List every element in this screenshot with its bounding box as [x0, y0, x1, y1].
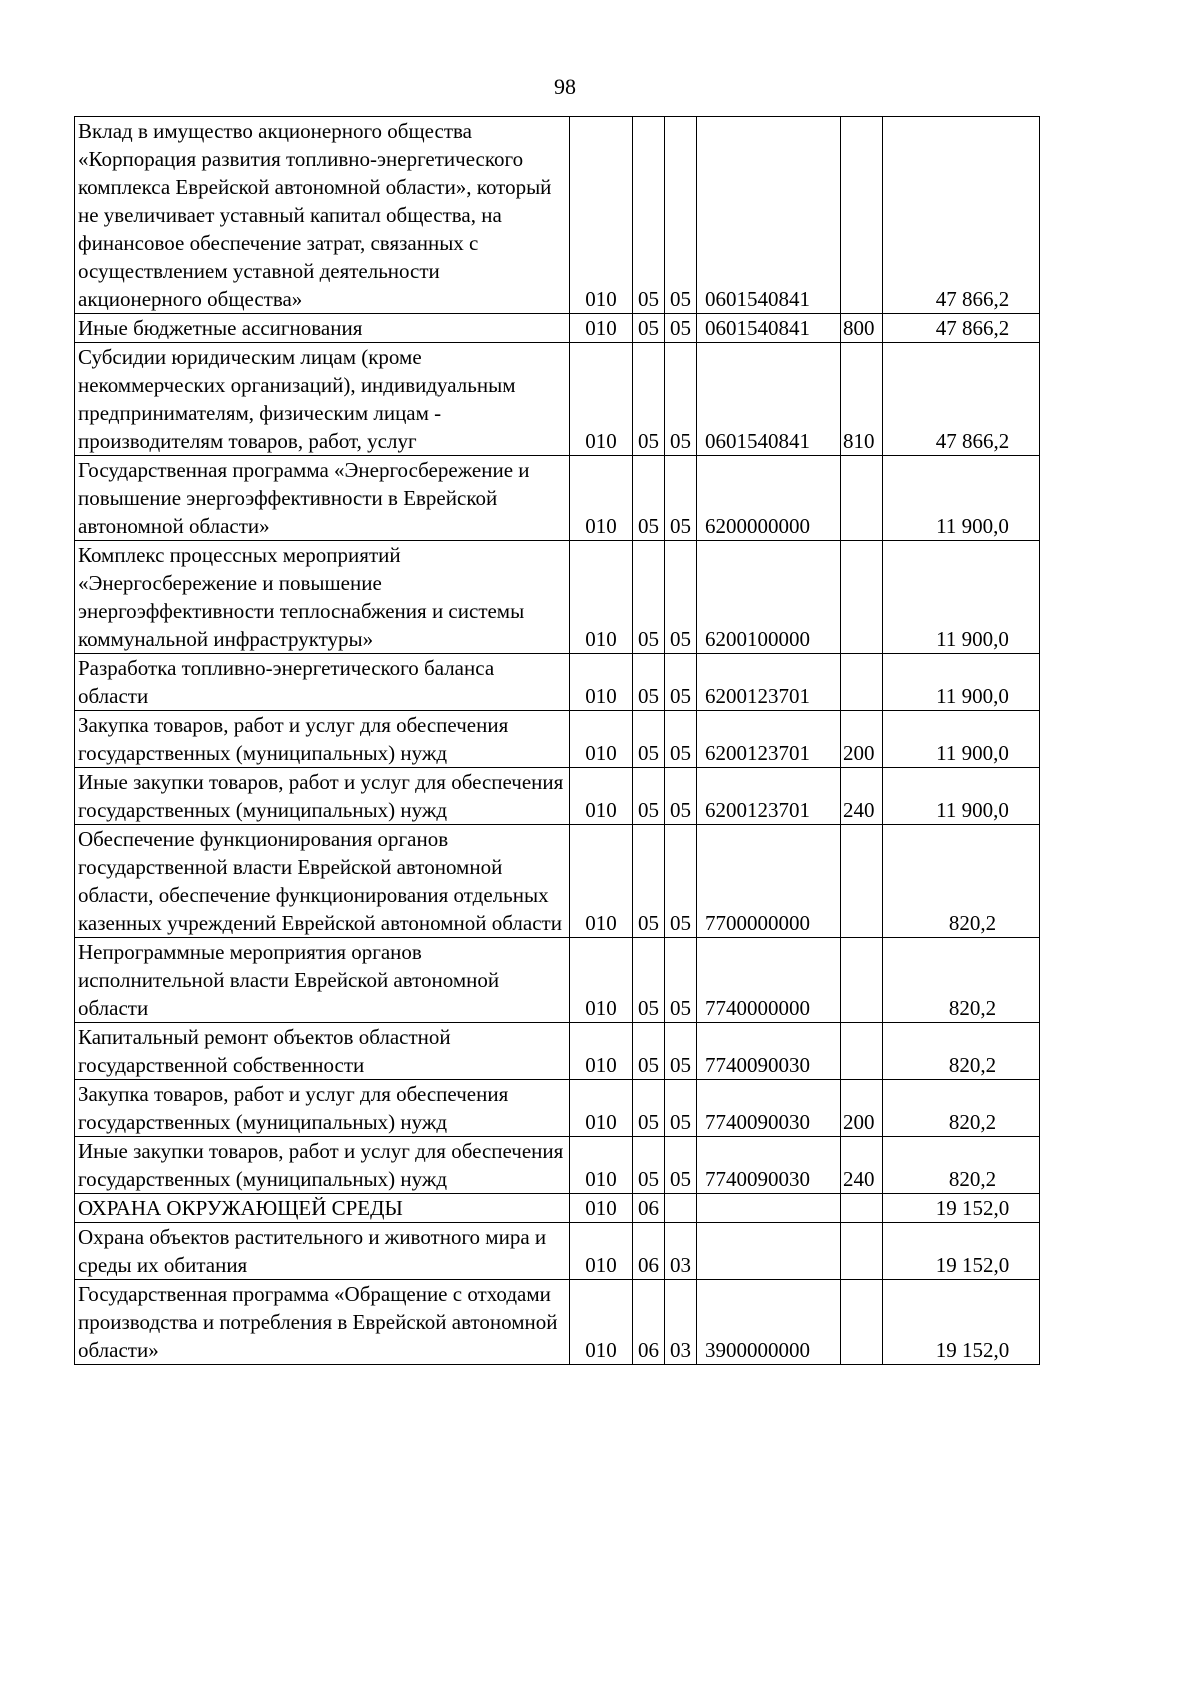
- table-row: [75, 654, 1040, 711]
- table-row: [75, 938, 1040, 1023]
- subsection-code: 03: [665, 1280, 697, 1365]
- row-name: Иные закупки товаров, работ и услуг для обеспечения государственных (муниципальных) нужд: [75, 768, 570, 825]
- grbs-code: 010: [570, 1080, 633, 1137]
- amount: 19 152,0: [883, 1223, 1040, 1280]
- row-name: Капитальный ремонт объектов областной государственной собственности: [75, 1023, 570, 1080]
- amount: 11 900,0: [883, 768, 1040, 825]
- subsection-code: 05: [665, 456, 697, 541]
- table-body: [75, 117, 1040, 1365]
- table-row: [75, 1137, 1040, 1194]
- grbs-code: 010: [570, 711, 633, 768]
- target-article-code: 0601540841: [697, 314, 841, 343]
- expense-type-code: [841, 825, 883, 938]
- target-article-code: 0601540841: [697, 117, 841, 314]
- subsection-code: 05: [665, 654, 697, 711]
- row-name: Комплекс процессных мероприятий «Энергосбережение и повышение энергоэффективности теплоснабжения и системы коммунальной инфраструктуры»: [75, 541, 570, 654]
- expense-type-code: 240: [841, 768, 883, 825]
- table-row: [75, 343, 1040, 456]
- row-name: Закупка товаров, работ и услуг для обеспечения государственных (муниципальных) нужд: [75, 711, 570, 768]
- row-name: Вклад в имущество акционерного общества «Корпорация развития топливно-энергетического комплекса Еврейской автономной области», который не увеличивает уставный капитал общества, на финансовое обеспечение затрат, связанных с осуществлением уставной деятельности акционерного общества»: [75, 117, 570, 314]
- section-code: 05: [633, 768, 665, 825]
- expense-type-code: 800: [841, 314, 883, 343]
- row-name: Государственная программа «Обращение с отходами производства и потребления в Еврейской автономной области»: [75, 1280, 570, 1365]
- expense-type-code: 810: [841, 343, 883, 456]
- section-code: 05: [633, 541, 665, 654]
- section-code: 05: [633, 117, 665, 314]
- amount: 11 900,0: [883, 456, 1040, 541]
- table-row: [75, 825, 1040, 938]
- expense-type-code: [841, 654, 883, 711]
- table-row: [75, 1080, 1040, 1137]
- subsection-code: 05: [665, 117, 697, 314]
- table-row: [75, 1280, 1040, 1365]
- grbs-code: 010: [570, 1223, 633, 1280]
- subsection-code: 05: [665, 938, 697, 1023]
- target-article-code: 7740090030: [697, 1137, 841, 1194]
- table-row: [75, 456, 1040, 541]
- table-row: [75, 117, 1040, 314]
- page-number: 98: [554, 74, 576, 99]
- grbs-code: 010: [570, 654, 633, 711]
- target-article-code: 7740000000: [697, 938, 841, 1023]
- target-article-code: [697, 1223, 841, 1280]
- section-code: 05: [633, 1137, 665, 1194]
- budget-table: [74, 116, 1040, 1365]
- target-article-code: 6200123701: [697, 768, 841, 825]
- expense-type-code: [841, 541, 883, 654]
- section-code: 06: [633, 1280, 665, 1365]
- amount: 47 866,2: [883, 117, 1040, 314]
- section-code: 05: [633, 314, 665, 343]
- amount: 820,2: [883, 825, 1040, 938]
- target-article-code: 6200123701: [697, 654, 841, 711]
- expense-type-code: [841, 117, 883, 314]
- amount: 47 866,2: [883, 343, 1040, 456]
- amount: 820,2: [883, 1023, 1040, 1080]
- row-name: Субсидии юридическим лицам (кроме некоммерческих организаций), индивидуальным предпринимателям, физическим лицам - производителям товаров, работ, услуг: [75, 343, 570, 456]
- amount: 820,2: [883, 1137, 1040, 1194]
- subsection-code: 05: [665, 768, 697, 825]
- grbs-code: 010: [570, 117, 633, 314]
- target-article-code: 0601540841: [697, 343, 841, 456]
- target-article-code: 7740090030: [697, 1080, 841, 1137]
- subsection-code: [665, 1194, 697, 1223]
- section-code: 05: [633, 1080, 665, 1137]
- table-row: [75, 314, 1040, 343]
- section-code: 05: [633, 343, 665, 456]
- expense-type-code: [841, 1223, 883, 1280]
- grbs-code: 010: [570, 456, 633, 541]
- amount: 820,2: [883, 938, 1040, 1023]
- subsection-code: 05: [665, 541, 697, 654]
- grbs-code: 010: [570, 768, 633, 825]
- row-name: Обеспечение функционирования органов государственной власти Еврейской автономной области, обеспечение функционирования отдельных казенных учреждений Еврейской автономной области: [75, 825, 570, 938]
- grbs-code: 010: [570, 541, 633, 654]
- subsection-code: 03: [665, 1223, 697, 1280]
- expense-type-code: 200: [841, 1080, 883, 1137]
- subsection-code: 05: [665, 825, 697, 938]
- table-row: [75, 711, 1040, 768]
- table-row: [75, 1223, 1040, 1280]
- expense-type-code: 200: [841, 711, 883, 768]
- target-article-code: [697, 1194, 841, 1223]
- row-name: Закупка товаров, работ и услуг для обеспечения государственных (муниципальных) нужд: [75, 1080, 570, 1137]
- target-article-code: 6200000000: [697, 456, 841, 541]
- amount: 47 866,2: [883, 314, 1040, 343]
- amount: 19 152,0: [883, 1194, 1040, 1223]
- subsection-code: 05: [665, 711, 697, 768]
- subsection-code: 05: [665, 314, 697, 343]
- row-name: Непрограммные мероприятия органов исполнительной власти Еврейской автономной области: [75, 938, 570, 1023]
- grbs-code: 010: [570, 1194, 633, 1223]
- amount: 11 900,0: [883, 541, 1040, 654]
- target-article-code: 7700000000: [697, 825, 841, 938]
- target-article-code: 3900000000: [697, 1280, 841, 1365]
- section-code: 05: [633, 654, 665, 711]
- amount: 11 900,0: [883, 654, 1040, 711]
- target-article-code: 6200123701: [697, 711, 841, 768]
- row-name: Иные бюджетные ассигнования: [75, 314, 570, 343]
- target-article-code: 6200100000: [697, 541, 841, 654]
- grbs-code: 010: [570, 314, 633, 343]
- amount: 19 152,0: [883, 1280, 1040, 1365]
- grbs-code: 010: [570, 825, 633, 938]
- row-name: Охрана объектов растительного и животного мира и среды их обитания: [75, 1223, 570, 1280]
- expense-type-code: 240: [841, 1137, 883, 1194]
- subsection-code: 05: [665, 343, 697, 456]
- row-name: ОХРАНА ОКРУЖАЮЩЕЙ СРЕДЫ: [75, 1194, 570, 1223]
- table-row: [75, 541, 1040, 654]
- table-row: [75, 1194, 1040, 1223]
- subsection-code: 05: [665, 1080, 697, 1137]
- subsection-code: 05: [665, 1023, 697, 1080]
- section-code: 05: [633, 456, 665, 541]
- grbs-code: 010: [570, 1023, 633, 1080]
- grbs-code: 010: [570, 1137, 633, 1194]
- table-row: [75, 1023, 1040, 1080]
- expense-type-code: [841, 456, 883, 541]
- row-name: Государственная программа «Энергосбережение и повышение энергоэффективности в Еврейской автономной области»: [75, 456, 570, 541]
- row-name: Разработка топливно-энергетического баланса области: [75, 654, 570, 711]
- row-name: Иные закупки товаров, работ и услуг для обеспечения государственных (муниципальных) нужд: [75, 1137, 570, 1194]
- expense-type-code: [841, 1194, 883, 1223]
- grbs-code: 010: [570, 343, 633, 456]
- section-code: 06: [633, 1223, 665, 1280]
- section-code: 05: [633, 825, 665, 938]
- section-code: 05: [633, 938, 665, 1023]
- amount: 11 900,0: [883, 711, 1040, 768]
- subsection-code: 05: [665, 1137, 697, 1194]
- amount: 820,2: [883, 1080, 1040, 1137]
- grbs-code: 010: [570, 1280, 633, 1365]
- section-code: 05: [633, 1023, 665, 1080]
- expense-type-code: [841, 938, 883, 1023]
- expense-type-code: [841, 1023, 883, 1080]
- section-code: 05: [633, 711, 665, 768]
- grbs-code: 010: [570, 938, 633, 1023]
- target-article-code: 7740090030: [697, 1023, 841, 1080]
- table-row: [75, 768, 1040, 825]
- expense-type-code: [841, 1280, 883, 1365]
- section-code: 06: [633, 1194, 665, 1223]
